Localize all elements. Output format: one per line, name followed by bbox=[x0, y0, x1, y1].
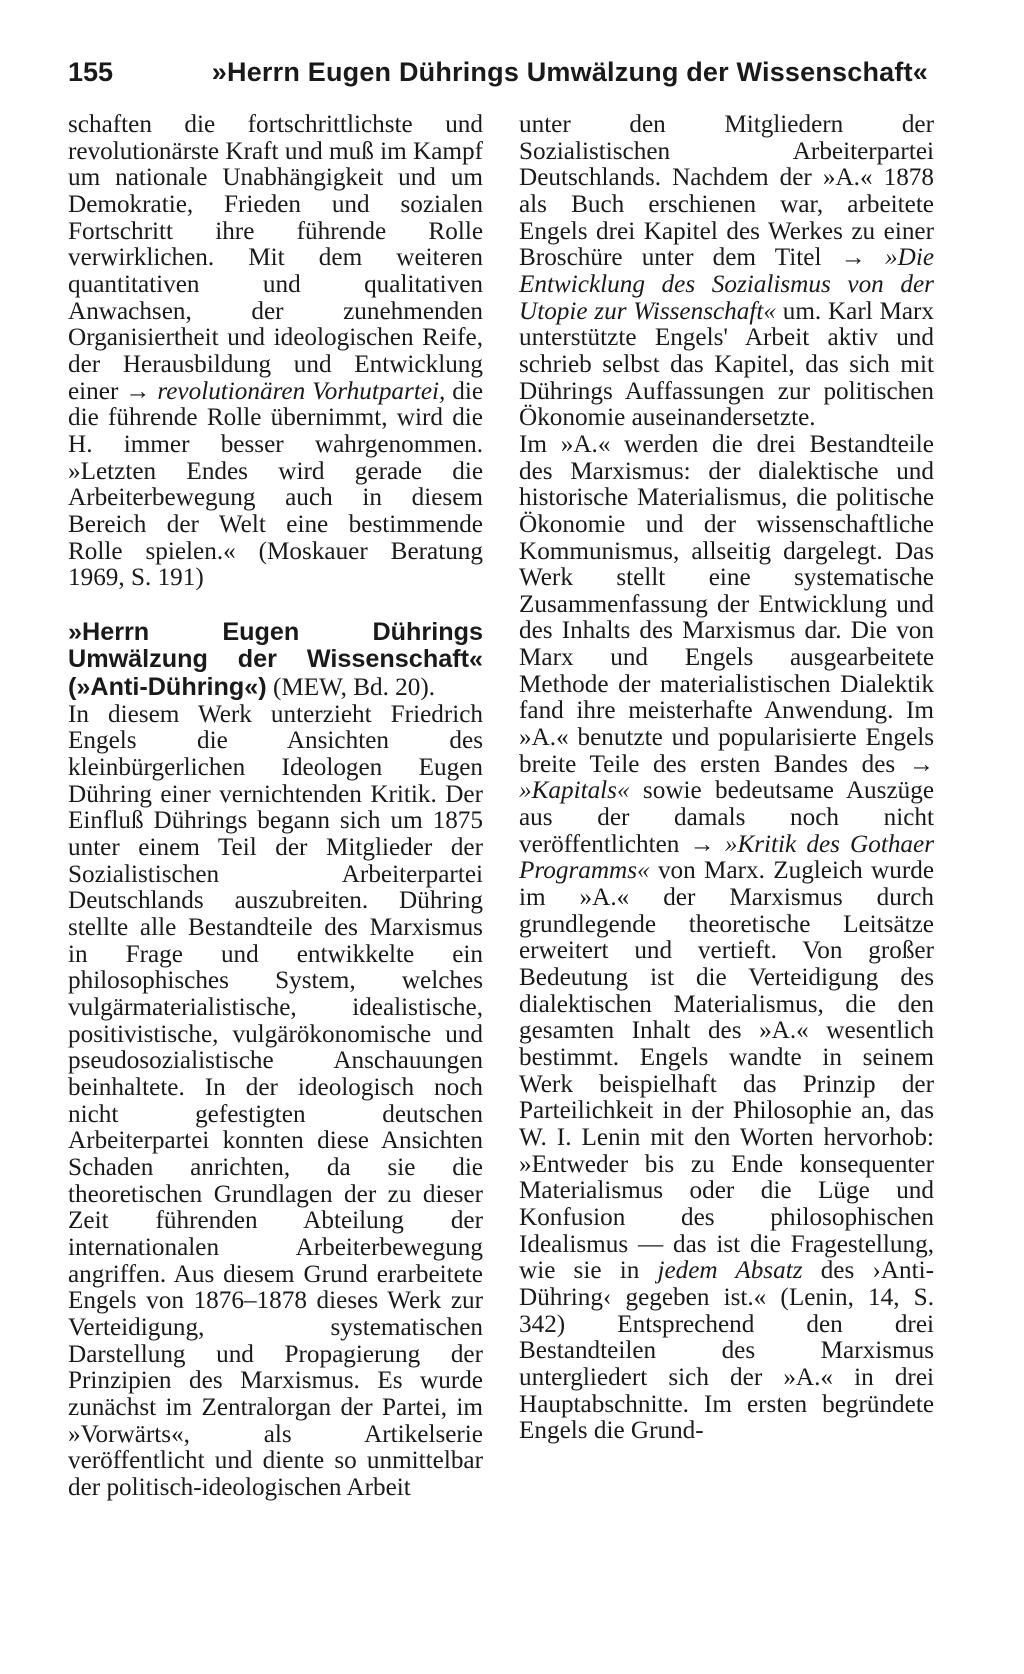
entry-lemma: »Herrn Eugen Dührings Umwälzung der Wissenschaft« (»Anti-Dühring«) bbox=[68, 617, 483, 702]
paragraph-text: schaften die fortschrittlichste und revolutionärste Kraft und muß im Kampf um nationale Unabhängigkeit und um Demokratie, Frieden und sozialen Fortschritt ihre führende Rolle verwirklichen. Mit dem weiteren quantitativen und qualitativen Anwachsen, der zunehmenden Organisiertheit und ideologischen Reife, der Herausbildung und Entwicklung einer bbox=[68, 111, 483, 405]
paragraph-text: um. Karl Marx unterstützte Engels' Arbeit aktiv und schrieb selbst das Kapitel, das sich mit Dührings Auffassungen zur politischen Ökonomie auseinandersetzte. bbox=[519, 297, 934, 432]
paragraph-text: die die führende Rolle übernimmt, wird die H. immer besser wahrgenommen. »Letzten Endes wird gerade die Arbeiterbewegung auch in diesem Bereich der Welt eine bestimmende Rolle spielen.« (Moskauer Beratung 1969, S. 191) bbox=[68, 377, 484, 592]
running-title: »Herrn Eugen Dührings Umwälzung der Wissenschaft« bbox=[211, 57, 928, 87]
left-column bbox=[68, 112, 483, 1501]
paragraph-text: Im »A.« werden die drei Bestandteile des Marxismus: der dialektische und historische Materialismus, die politische Ökonomie und der wissenschaftliche Kommunismus, allseitig dargelegt. Das Werk stellt eine systematische Zusammenfassung der Entwicklung und des Inhalts des Marxismus dar. Die von Marx und Engels ausgearbeitete Methode der materialistischen Dialektik fand ihre meisterhafte Anwendung. Im »A.« benutzte und popularisierte Engels breite Teile des ersten Bandes des bbox=[519, 430, 934, 778]
paragraph-text: von Marx. Zugleich wurde im »A.« der Marxismus durch grundlegende theoretische Leitsätze erweitert und vertieft. Von großer Bedeutung ist die Verteidigung des dialektischen Materialismus, die den gesamten Inhalt des »A.« wesentlich bestimmt. Engels wandte in seinem Werk beispielhaft das Prinzip der Parteilichkeit in der Philosophie an, das W. I. Lenin mit den Worten hervorhob: »Entweder bis zu Ende konsequenter Materialismus oder die Lüge und Konfusion des philosophischen Idealismus — das ist die Fragestellung, wie sie in bbox=[519, 857, 935, 1285]
paragraph-text: des ›Anti-Dühring‹ gegeben ist.« (Lenin, 14, S. 342) Entsprechend den drei Bestandteilen des Marxismus untergliedert sich der »A.« in drei Hauptabschnitte. Im ersten begründete Engels die Grund- bbox=[519, 1257, 934, 1445]
cross-reference-arrow: → bbox=[908, 750, 934, 778]
paragraph-text: unter den Mitgliedern der Sozialistischen Arbeiterpartei Deutschlands. Nachdem der »A.« 1878 als Buch erschienen war, arbeitete Engels drei Kapitel des Werkes zu einer Broschüre unter dem Titel bbox=[519, 111, 934, 272]
cross-reference-arrow: → bbox=[840, 244, 866, 272]
paragraph-text: In diesem Werk unterzieht Friedrich Engels die Ansichten des kleinbürgerlichen Ideologen Eugen Dühring einer vernichtenden Kritik. Der Einfluß Dührings begann sich um 1875 unter einem Teil der Mitglieder der Sozialistischen Arbeiterpartei Deutschlands auszubreiten. Dühring stellte alle Bestandteile des Marxismus in Frage und entwikkelte ein philosophisches System, welches vulgärmaterialistische, idealistische, positivistische, vulgärökonomische und pseudosozialistische Anschauungen beinhaltete. In der ideologisch noch nicht gefestigten deutschen Arbeiterpartei konnten diese Ansichten Schaden anrichten, da sie die theoretischen Grundlagen der zu dieser Zeit führenden Abteilung der internationalen Arbeiterbewegung angriffen. Aus diesem Grund erarbeitete Engels von 1876–1878 dieses Werk zur Verteidigung, systematischen Darstellung und Propagierung der Prinzipien des Marxismus. Es wurde zunächst im Zentralorgan der Partei, im »Vorwärts«, als Artikelserie veröffentlicht und diente so unmittelbar der politisch-ideologischen Arbeit bbox=[68, 700, 483, 1501]
cross-reference-link[interactable]: revolutionären Vorhutpartei, bbox=[157, 377, 446, 405]
entry-body-continued bbox=[519, 112, 934, 432]
cross-reference-arrow: → bbox=[689, 830, 715, 858]
entry-body bbox=[68, 702, 483, 1502]
entry-reference: (MEW, Bd. 20). bbox=[272, 674, 436, 702]
cross-reference-arrow: → bbox=[125, 377, 151, 405]
entry-body-paragraph bbox=[519, 432, 934, 1445]
emphasis-text: jedem Absatz bbox=[657, 1257, 803, 1285]
cross-reference-link[interactable]: »Kritik des Gothaer Programms« bbox=[519, 830, 935, 885]
page-header bbox=[68, 52, 928, 92]
right-column bbox=[519, 112, 934, 1445]
cross-reference-link[interactable]: »Die Entwicklung des Sozialismus von der Utopie zur Wissenschaft« bbox=[519, 244, 935, 325]
paragraph-continuation bbox=[68, 112, 483, 592]
entry-paragraph bbox=[68, 619, 483, 702]
paragraph-text: sowie bedeutsame Auszüge aus der damals noch nicht veröffentlichten bbox=[519, 777, 934, 858]
cross-reference-link[interactable]: »Kapitals« bbox=[519, 777, 630, 805]
page-number: 155 bbox=[68, 57, 114, 87]
